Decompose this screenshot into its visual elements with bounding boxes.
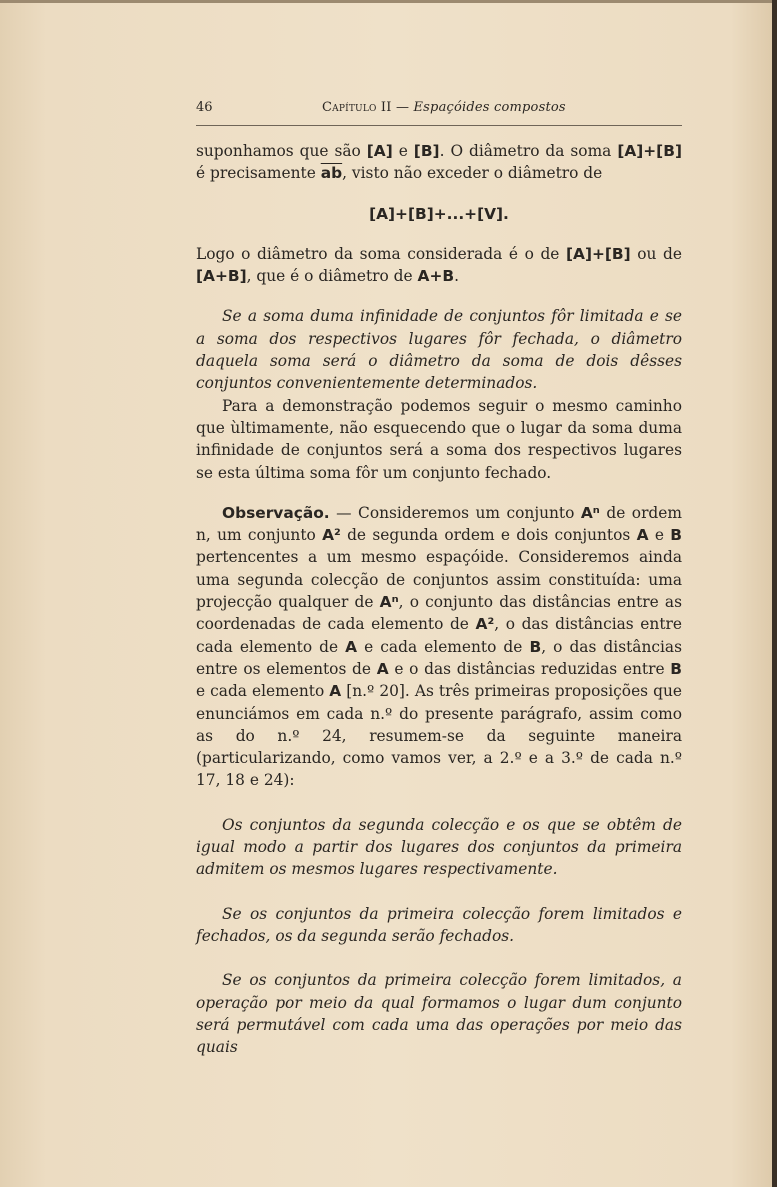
text: pertencentes a um mesmo espaçóide. Consideremos ainda uma segunda colecção de conjuntos assim constituída: uma projecção qualquer de <box>196 548 682 612</box>
page-top-edge <box>0 0 777 3</box>
math-term: Aⁿ <box>379 593 399 612</box>
spacer <box>196 881 682 903</box>
math-term: B <box>670 659 683 678</box>
theorem-4: Se os conjuntos da primeira colecção forem limitados, a operação por meio da qual formamos o lugar dum conjunto será permutável com cada uma das operações por meio das quais <box>196 971 682 1057</box>
header-rule <box>196 125 682 126</box>
math-term: A <box>376 659 389 678</box>
observation-paragraph <box>196 502 682 792</box>
paragraph-2 <box>196 243 682 288</box>
text: e <box>392 142 414 160</box>
display-formula: [A]+[B]+...+[V]. <box>369 204 509 223</box>
observation-label: Observação. <box>222 503 330 522</box>
math-term: A² <box>475 615 495 634</box>
page-right-edge <box>772 0 777 1187</box>
theorem-2: Os conjuntos da segunda colecção e os que se obtêm de igual modo a partir dos lugares dos conjuntos da primeira admitem os mesmos lugares respectivamente. <box>196 815 682 879</box>
math-term: A+B <box>417 267 455 286</box>
page-number: 46 <box>196 100 213 115</box>
text: [n.º 20]. As três primeiras proposições que enunciámos em cada n.º do presente parágrafo, assim como as do n.º 24, resumem-se da seguinte maneira (particularizando, como vamos ver, a 2.º e a 3.º de cada n.º 17, 18 e 24): <box>196 682 682 790</box>
text: Logo o diâmetro da soma considerada é o de <box>196 244 566 263</box>
math-segment: $\overline{ab}$ <box>320 164 343 183</box>
text: . <box>454 267 459 286</box>
paragraph-1 <box>196 140 682 185</box>
header-dash: — <box>391 100 414 115</box>
text: e cada elemento de <box>357 637 530 656</box>
text: é precisamente <box>196 164 321 183</box>
text: , o conjunto das distâncias entre as coordenadas de cada elemento de <box>196 593 683 634</box>
math-term: A <box>636 526 649 545</box>
spacer <box>196 287 682 305</box>
math-term: A² <box>322 526 341 545</box>
math-term: [A]+[B] <box>566 244 631 263</box>
spacer <box>196 792 682 814</box>
page-body <box>196 140 682 1058</box>
chapter-label: Capítulo II <box>322 100 392 115</box>
chapter-subtitle: Espaçóides compostos <box>413 100 566 115</box>
spacer <box>196 947 682 969</box>
text: e cada elemento <box>196 682 330 701</box>
text: e <box>648 526 671 545</box>
math-term: B <box>529 637 542 656</box>
math-term: A <box>345 637 358 656</box>
text: , o das distâncias entre cada elemento de <box>196 615 682 656</box>
text: suponhamos que são <box>196 142 367 160</box>
math-term: [A+B] <box>196 267 247 286</box>
math-term: Aⁿ <box>580 503 600 522</box>
theorem-3: Se os conjuntos da primeira colecção forem limitados e fechados, os da segunda serão fechados. <box>196 904 682 945</box>
math-term: [A] <box>366 142 393 160</box>
running-header <box>196 98 682 120</box>
running-title <box>322 100 566 115</box>
text: de segunda ordem e dois conjuntos <box>340 526 637 545</box>
math-term: A <box>329 682 342 701</box>
text: e o das distâncias reduzidas entre <box>388 659 671 678</box>
paragraph-3: Para a demonstração podemos seguir o mesmo caminho que ùltimamente, não esquecendo que o lugar da soma duma infinidade de conjuntos será a soma dos respectivos lugares se esta última soma fôr um conjunto fechado. <box>196 396 682 482</box>
text: . O diâmetro da soma <box>439 142 618 160</box>
math-term: B <box>670 526 682 545</box>
text: , o das distâncias entre os elementos de <box>196 637 682 678</box>
math-term: [B] <box>413 142 440 160</box>
text: de ordem n, um conjunto <box>196 503 682 545</box>
text: ou de <box>630 244 682 263</box>
text: — Consideremos um conjunto <box>329 503 581 522</box>
math-term: [A]+[B] <box>617 142 682 160</box>
theorem-1: Se a soma duma infinidade de conjuntos fôr limitada e se a soma dos respectivos lugares fôr fechada, o diâmetro daquela soma será o diâmetro da soma de dois dêsses conjuntos convenientemente determinados. <box>196 307 682 393</box>
text: , que é o diâmetro de <box>246 267 418 286</box>
spacer <box>196 484 682 502</box>
text: , visto não exceder o diâmetro de <box>342 164 603 183</box>
